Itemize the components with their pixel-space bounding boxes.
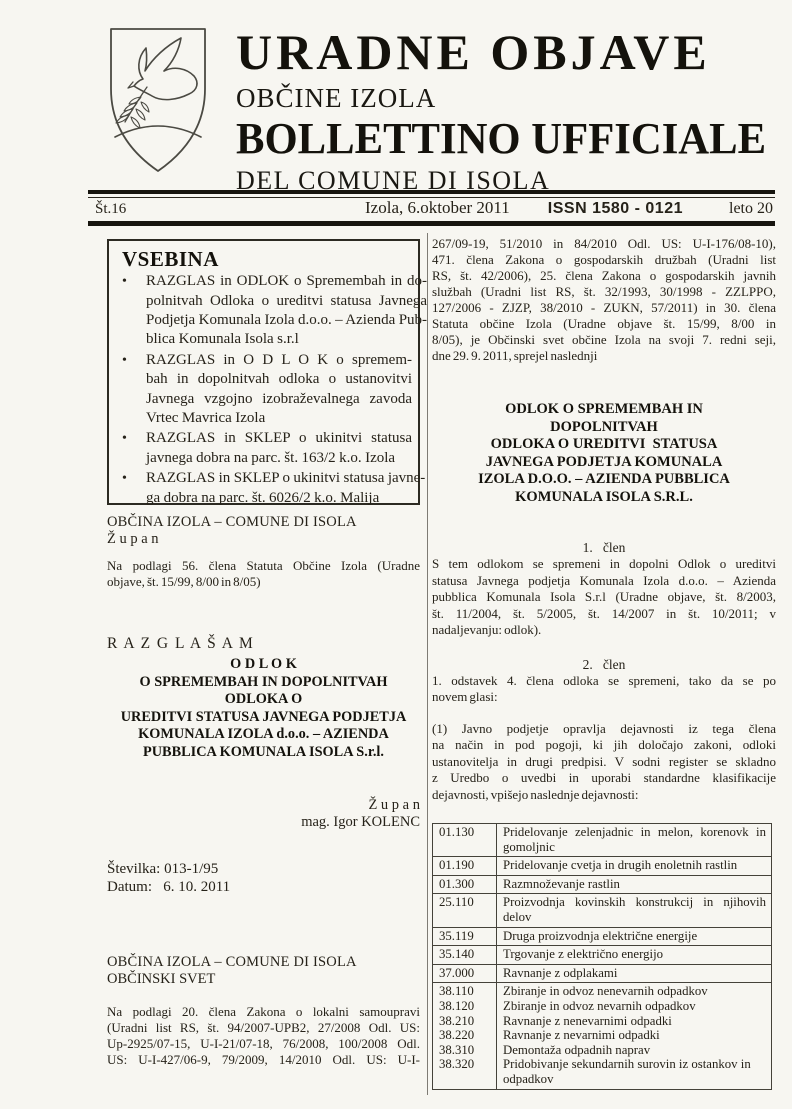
decree-title-left: O D L O K O SPREMEMBAH IN DOPOLNITVAH ODLOKA O UREDITVI STATUSA JAVNEGA PODJETJA KOMUNALA IZOLA d.o.o. – AZIENDA PUBBLICA KOMUNALA ISOLA S.r.l. xyxy=(120,656,407,760)
bullet-icon: • xyxy=(122,471,127,487)
legal-basis-20-paragraph: Na podlagi 20. člena Zakona o lokalni samoupravi (Uradni list RS, št. 94/2007-UPB2, 27/2008 Odl. US: Up-2925/07-15, U-I-21/07-18, 76/2008, 100/2008 Odl. US: U-I-427/06-9, 79/2009, 14/2010 Odl. US: U-I- xyxy=(107,1004,420,1067)
code-cell: 25.110 xyxy=(433,894,497,927)
toc-box xyxy=(107,239,428,506)
toc-title: VSEBINA xyxy=(122,247,219,271)
table-row xyxy=(433,875,772,894)
toc-item xyxy=(122,469,426,508)
gazette-title-slovene: URADNE OBJAVE xyxy=(236,24,711,80)
label-cell: Pridelovanje zelenjadnic in melon, korenovk in gomoljnic xyxy=(497,824,772,857)
toc-item xyxy=(122,272,428,350)
table-row-group xyxy=(433,983,772,1089)
table-row xyxy=(433,946,772,965)
gazette-publisher-slovene: OBČINE IZOLA xyxy=(236,83,437,113)
bullet-icon: • xyxy=(122,274,127,290)
gazette-publisher-italian: DEL COMUNE DI ISOLA xyxy=(236,166,551,195)
mayor-signature: Ž u p a n mag. Igor KOLENC xyxy=(301,797,420,830)
document-reference: Številka: 013-1/95 Datum: 6. 10. 2011 xyxy=(107,861,231,895)
toc-item xyxy=(122,351,412,429)
table-row xyxy=(433,857,772,876)
legal-basis-56-paragraph: Na podlagi 56. člena Statuta Občine Izola (Uradne objave, št. 15/99, 8/00 in 8/05) xyxy=(107,558,420,589)
top-rule xyxy=(88,190,775,198)
code-cell: 35.140 xyxy=(433,946,497,965)
article-1-body: S tem odlokom se spremeni in dopolni Odlok o ureditvi statusa Javnega podjetja Komunala Izola d.o.o. – Azienda pubblica Komunala Isola S.r.l (Uradne objave, št. 8/2003, št. 11/2004, št. 5/2005, št. 14/2007 in št. 10/2011; v nadaljevanju: odlok). xyxy=(432,556,776,637)
bullet-icon: • xyxy=(122,431,127,447)
code-cell: 38.110 38.120 38.210 38.220 38.310 38.320 xyxy=(433,983,497,1089)
issue-number: Št.16 xyxy=(95,201,127,217)
label-cell: Druga proizvodnja električne energije xyxy=(497,927,772,946)
article-2-heading: 2. člen xyxy=(582,656,626,672)
activities-table xyxy=(432,823,772,1090)
label-cell: Zbiranje in odvoz nenevarnih odpadkov Zbiranje in odvoz nevarnih odpadkov Ravnanje z nenevarnimi odpadki Ravnanje z nevarnimi odpadki Demontaža odpadnih naprav Pridobivanje sekundarnih surovin iz ostankov in odpadkov xyxy=(497,983,772,1089)
toc-item-text: RAZGLAS in O D L O K o spremem- bah in dopolnitvah odloka o ustanovitvi Javnega vzgojno izobraževalnega zavoda Vrtec Mavrica Izola xyxy=(146,351,412,426)
paragraph-1: (1) Javno podjetje opravlja dejavnosti iz tega člena na način in pod pogoji, ki jih določajo zakoni, odloki ustanovitelja in drugi predpisi. V sodni register se skladno z Uredbo o uvedbi in uporabi standardne klasifikacije dejavnosti, vpišejo naslednje dejavnosti: xyxy=(432,720,776,802)
bottom-rule xyxy=(88,221,775,226)
masthead-titles xyxy=(236,25,782,196)
code-cell: 01.130 xyxy=(433,824,497,857)
label-cell: Pridelovanje cvetja in drugih enoletnih rastlin xyxy=(497,857,772,876)
label-cell: Razmnoževanje rastlin xyxy=(497,875,772,894)
razglasam-line: R A Z G L A Š A M xyxy=(107,635,255,652)
table-row xyxy=(433,894,772,927)
table-row xyxy=(433,927,772,946)
gazette-title-italian: BOLLETTINO UFFICIALE xyxy=(236,114,767,163)
page-content xyxy=(107,233,776,1090)
toc-item xyxy=(122,429,412,468)
label-cell: Proizvodnja kovinskih konstrukcij in njihovih delov xyxy=(497,894,772,927)
masthead xyxy=(104,25,782,196)
article-2-body: 1. odstavek 4. člena odloka se spremeni, tako da se po novem glasi: xyxy=(432,672,776,704)
office-mayor-heading: OBČINA IZOLA – COMUNE DI ISOLA Ž u p a n xyxy=(107,514,357,547)
continuation-paragraph: 267/09-19, 51/2010 in 84/2010 Odl. US: U-I-176/08-10), 471. člena Zakona o gospodarskih družbah (Uradni list RS, št. 42/2006), 25. člena Zakona o gospodarskih javnih službah (Uradni list RS, št. 32/1993, 30/1998 - ZZLPPO, 127/2006 - ZJZP, 38/2010 - ZUKN, 57/2011) in 30. člena Statuta občine Izola (Uradne objave št. 15/99, 8/00 in 8/05), je Občinski svet občine Izola na svoji 7. redni seji, dne 29. 9. 2011, sprejel naslednji xyxy=(432,236,776,363)
label-cell: Trgovanje z električno energijo xyxy=(497,946,772,965)
code-cell: 01.300 xyxy=(433,875,497,894)
label-cell: Ravnanje z odplakami xyxy=(497,964,772,983)
table-row xyxy=(433,964,772,983)
issue-date: Izola, 6.oktober 2011 xyxy=(365,198,510,217)
office-council-heading: OBČINA IZOLA – COMUNE DI ISOLA OBČINSKI SVET xyxy=(107,954,357,987)
volume-year: leto 20 xyxy=(729,200,773,217)
article-1-heading: 1. člen xyxy=(582,540,626,555)
issn-number: ISSN 1580 - 0121 xyxy=(547,200,683,217)
left-column xyxy=(107,233,428,1090)
issue-bar xyxy=(95,198,775,218)
table-row xyxy=(433,824,772,857)
bullet-icon: • xyxy=(122,352,127,368)
decree-title-right: ODLOK O SPREMEMBAH IN DOPOLNITVAH ODLOKA O UREDITVI STATUSA JAVNEGA PODJETJA KOMUNALA IZOLA D.O.O. – AZIENDA PUBBLICA KOMUNALA ISOLA S.R.L. xyxy=(478,401,730,505)
toc-item-text: RAZGLAS in SKLEP o ukinitvi statusa javne- ga dobra na parc. št. 6026/2 k.o. Malija xyxy=(146,470,426,506)
toc-item-text: RAZGLAS in SKLEP o ukinitvi statusa javnega dobra na parc. št. 163/2 k.o. Izola xyxy=(146,430,412,466)
right-column xyxy=(432,233,776,1090)
code-cell: 35.119 xyxy=(433,927,497,946)
code-cell: 01.190 xyxy=(433,857,497,876)
code-cell: 37.000 xyxy=(433,964,497,983)
izola-coat-of-arms-icon xyxy=(104,25,212,175)
toc-item-text: RAZGLAS in ODLOK o Spremembah in do- polnitvah Odloka o ureditvi statusa Javnega Podjetja Komunala Izola d.o.o. – Azienda Pub- blica Komunala Isola s.r.l xyxy=(146,273,428,348)
